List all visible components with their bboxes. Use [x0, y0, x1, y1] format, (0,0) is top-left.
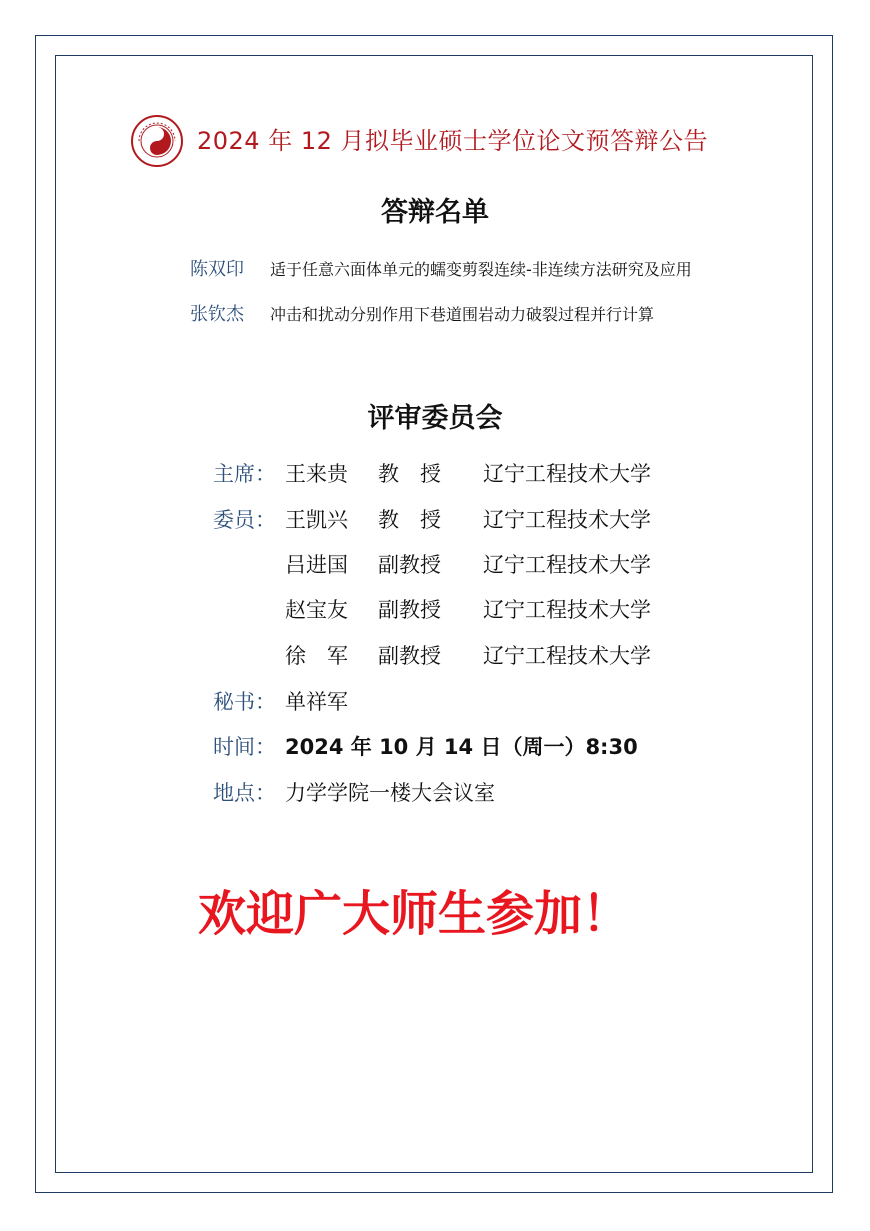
member-institution: 辽宁工程技术大学 — [483, 598, 651, 622]
member-name: 吕进国 — [285, 553, 348, 577]
defense-place: 力学学院一楼大会议室 — [285, 781, 495, 805]
member-institution: 辽宁工程技术大学 — [483, 553, 651, 577]
member-rank: 副教授 — [378, 644, 441, 668]
member-institution: 辽宁工程技术大学 — [483, 644, 651, 668]
member-name: 徐 军 — [285, 644, 348, 668]
member-rank: 教 授 — [378, 462, 441, 486]
member-name: 王来贵 — [285, 462, 348, 486]
place-label: 地点： — [213, 781, 276, 805]
member-rank: 副教授 — [378, 553, 441, 577]
announcement-title: 2024 年 12 月拟毕业硕士学位论文预答辩公告 — [197, 127, 709, 155]
candidate-name: 陈双印 — [190, 259, 244, 280]
member-institution: 辽宁工程技术大学 — [483, 462, 651, 486]
candidate-name: 张钦杰 — [190, 304, 244, 325]
secretary-label: 秘书： — [213, 690, 276, 714]
member-name: 赵宝友 — [285, 598, 348, 622]
member-institution: 辽宁工程技术大学 — [483, 508, 651, 532]
time-label: 时间： — [213, 735, 276, 759]
member-rank: 教 授 — [378, 508, 441, 532]
university-logo-icon — [130, 114, 184, 168]
candidate-thesis: 冲击和扰动分别作用下巷道围岩动力破裂过程并行计算 — [270, 305, 655, 324]
defense-time: 2024 年 10 月 14 日（周一）8:30 — [285, 735, 638, 759]
defense-list-heading: 答辩名单 — [381, 197, 489, 228]
chair-label: 主席： — [213, 462, 276, 486]
member-name: 王凯兴 — [285, 508, 348, 532]
member-label: 委员： — [213, 508, 276, 532]
welcome-message: 欢迎广大师生参加！ — [198, 886, 631, 942]
secretary-name: 单祥军 — [285, 690, 348, 714]
member-rank: 副教授 — [378, 598, 441, 622]
candidate-thesis: 适于任意六面体单元的蠕变剪裂连续-非连续方法研究及应用 — [270, 260, 692, 279]
committee-heading: 评审委员会 — [367, 403, 503, 434]
